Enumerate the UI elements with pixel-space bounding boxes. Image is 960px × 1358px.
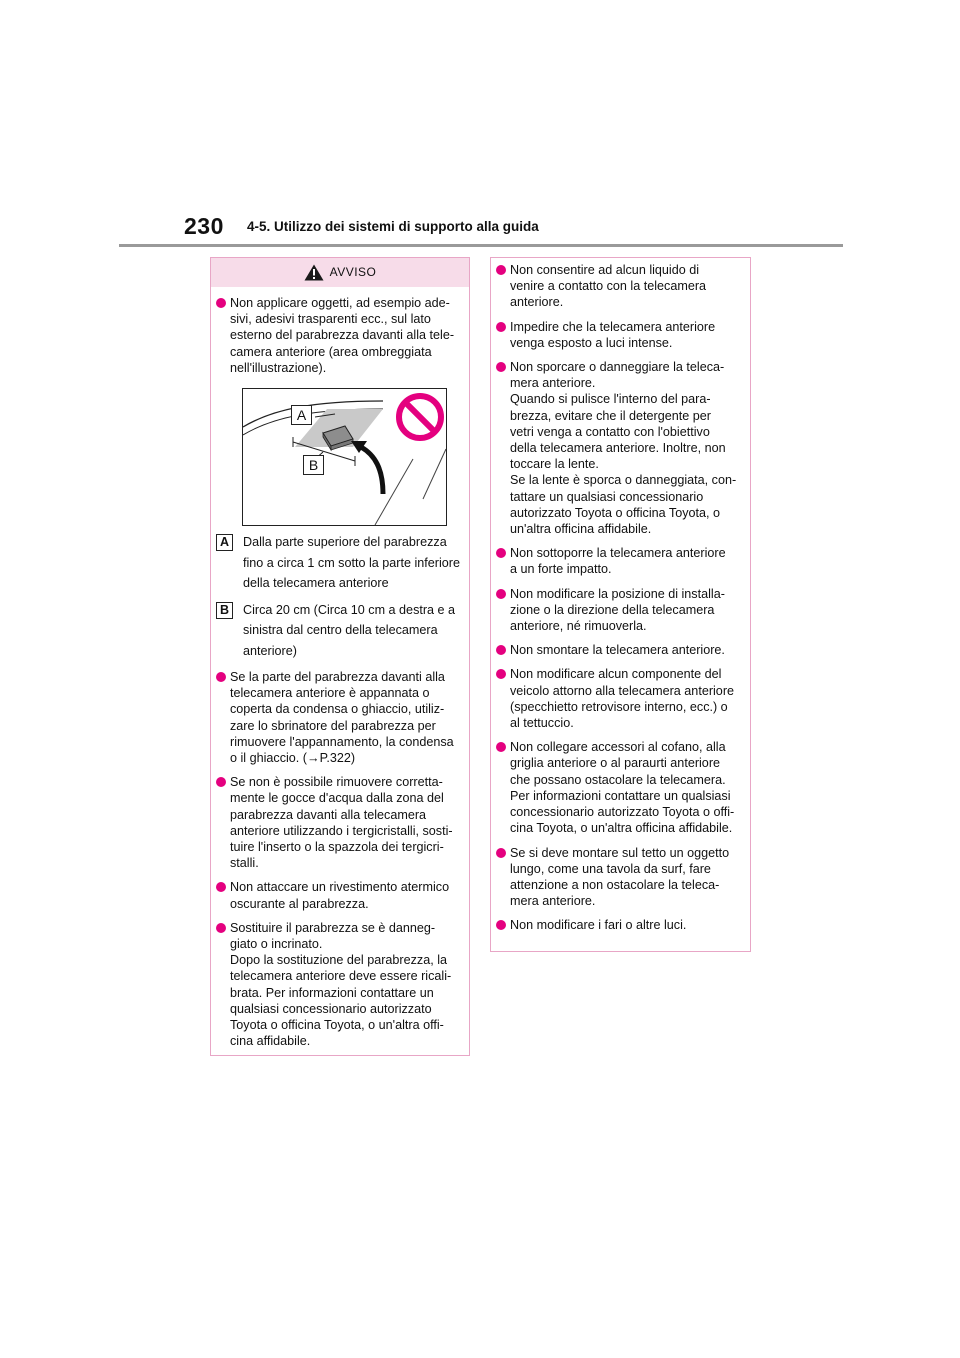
bullet-text: Impedire che la telecamera anteriore venga esposto a luci intense. [510,319,716,350]
legend-item-b [216,600,461,662]
bullet-icon [496,669,506,679]
bullet-icon [216,672,226,682]
list-item [216,295,461,376]
list-item [216,774,461,871]
warning-box-left [210,257,470,1056]
list-item [496,739,742,836]
list-item [496,545,742,577]
bullet-text: Non modificare i fari o altre luci. [510,918,687,933]
bullet-text: Non attaccare un rivestimento atermico oscurante al parabrezza. [230,880,450,911]
warning-box-right [490,257,751,952]
list-item [216,920,461,1050]
list-item [496,917,742,933]
bullet-text: Sostituire il parabrezza se è danneg- giato o incrinato. Dopo la sostituzione del parabrezza, la telecamera anteriore deve essere ricali- brata. Per informazioni contattare un qualsiasi concessionario autorizzato Toyota o officina Toyota, o un'altra offi- cina affidabile. [230,920,452,1049]
legend-item-a [216,532,461,594]
bullet-text: Se si deve montare sul tetto un oggetto lungo, come una tavola da surf, fare attenzione a non ostacolare la teleca- mera anteriore. [510,845,730,909]
warning-triangle-icon [304,264,324,281]
left-bullet-list [216,669,461,1049]
warning-header [211,258,469,287]
bullet-text: Se non è possibile rimuovere corretta- mente le gocce d'acqua dalla zona del parabrezza davanti alla telecamera anteriore utilizzando i tergicristalli, sosti- tuire l'inserto o la spazzola dei tergicri- stalli. [230,775,453,871]
figure-label-b: B [303,455,324,475]
bullet-text: Non modificare la posizione di installa- zione o la direzione della telecamera anteriore, né rimuoverla. [510,586,725,634]
header-rule [119,244,843,247]
right-bullet-list [491,262,750,934]
bullet-icon [496,589,506,599]
bullet-icon [496,362,506,372]
bullet-icon [216,882,226,892]
list-item [496,359,742,537]
list-item [216,669,461,766]
list-item [496,845,742,910]
figure-label-a: A [291,405,312,425]
list-item [216,879,461,911]
bullet-icon [496,848,506,858]
list-item [496,666,742,731]
list-item [496,586,742,635]
windshield-camera-drawing [243,389,446,525]
curved-arrow-icon [361,447,383,494]
bullet-text: Non smontare la telecamera anteriore. [510,643,725,658]
section-title: 4-5. Utilizzo dei sistemi di supporto alla guida [247,219,539,234]
list-item [496,319,742,351]
bullet-icon [496,548,506,558]
windshield-illustration [242,388,447,526]
prohibition-icon [399,396,441,438]
legend-badge-b: B [216,602,233,619]
bullet-icon [496,742,506,752]
bullet-text: Non modificare alcun componente del veicolo attorno alla telecamera anteriore (specchietto retrovisore interno, ecc.) o al tettuccio. [510,667,735,731]
intro-text: Non applicare oggetti, ad esempio ade- sivi, adesivi trasparenti ecc., sul lato esterno del parabrezza davanti alla tele- camera anteriore (area ombreggiata nell'illustrazione). [230,296,455,375]
bullet-icon [496,265,506,275]
legend-text-a: Dalla parte superiore del parabrezza fino a circa 1 cm sotto la parte inferiore della telecamera anteriore [243,535,460,591]
bullet-icon [496,322,506,332]
warning-title: AVVISO [329,265,377,280]
list-item [496,262,742,311]
legend-text-b: Circa 20 cm (Circa 10 cm a destra e a sinistra dal centro della telecamera anteriore) [243,602,456,658]
bullet-text: Se la parte del parabrezza davanti alla telecamera anteriore è appannata o coperta da condensa o ghiaccio, utiliz- zare lo sbrinatore del parabrezza per rimuovere l'appannamento, la condensa o il ghiaccio. (→P.322) [230,670,454,766]
bullet-text: Non sporcare o danneggiare la teleca- mera anteriore. Quando si pulisce l'interno del para- brezza, evitare che il detergente per vetri venga a contatto con l'obiettivo della telecamera anteriore. Inoltre, non toccare la lente. Se la lente è sporca o danneggiata, con- tattare un qualsiasi concessionario autorizzato Toyota o officina Toyota, o un'altra officina affidabile. [510,360,737,537]
bullet-text: Non sottoporre la telecamera anteriore a un forte impatto. [510,546,726,577]
bullet-icon [216,923,226,933]
page-number: 230 [184,213,224,239]
bullet-icon [496,645,506,655]
bullet-text: Non consentire ad alcun liquido di venire a contatto con la telecamera anteriore. [510,263,707,310]
legend-badge-a: A [216,534,233,551]
bullet-icon [216,777,226,787]
bullet-icon [216,298,226,308]
list-item [496,642,742,658]
bullet-text: Non collegare accessori al cofano, alla griglia anteriore o al paraurti anteriore che possano ostacolare la telecamera. Per informazioni contattare un qualsiasi concessionario autorizzato Toyota o offi- cina Toyota, o un'altra officina affidabile. [510,740,735,836]
bullet-icon [496,920,506,930]
